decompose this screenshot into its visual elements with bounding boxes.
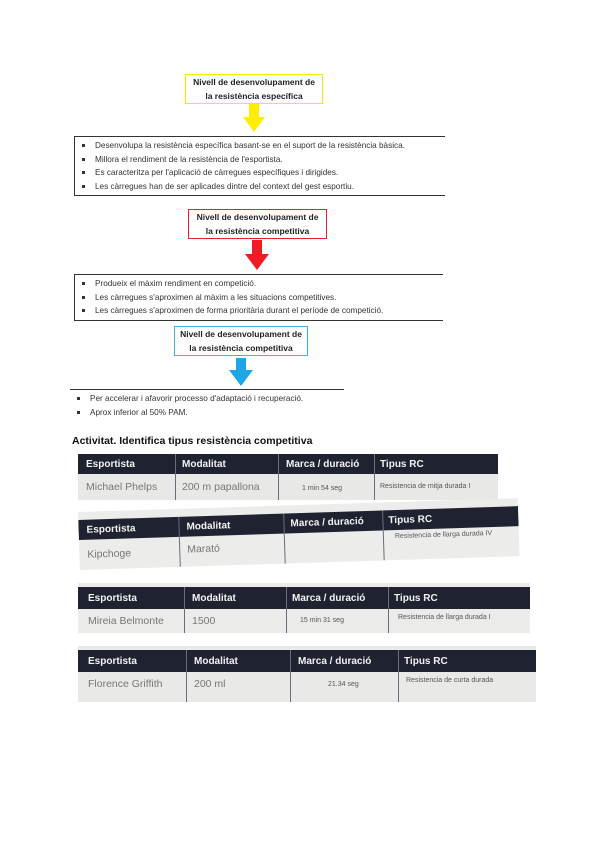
header-type: Tipus RC [404,656,448,667]
list-item: Aprox inferior al 50% PAM. [72,406,340,420]
yellow-down-arrow-icon [243,104,265,132]
list-item: Les càrregues han de ser aplicades dintre del context del gest esportiu. [77,180,441,194]
header-type: Tipus RC [394,593,438,604]
header-type: Tipus RC [380,459,424,470]
list-item: Per accelerar i afavorir processo d'adaptació i recuperació. [72,392,340,406]
list-item: Es caracteritza per l'aplicació de càrregues específiques i dirigides. [77,166,441,180]
list-item: Les càrregues s'aproximen de forma prioritària durant el període de competició. [77,304,439,318]
header-athlete: Esportista [86,459,135,470]
header-mode: Modalitat [194,656,238,667]
title-box-specific [185,74,323,104]
athlete-cell: Kipchoge [87,547,132,561]
athlete-cell: Michael Phelps [86,481,158,493]
title-box-line2: la resistència específica [205,91,303,101]
mode-cell: 200 ml [194,678,226,690]
header-mark: Marca / duració [292,593,366,604]
list-item: Produeix el màxim rendiment en competició. [77,277,439,291]
header-athlete: Esportista [88,593,137,604]
header-mode: Modalitat [186,520,231,533]
table-belmonte [78,583,530,633]
activity-title: Activitat. Identifica tipus resistència competitiva [72,435,313,447]
title-box-line1: Nivell de desenvolupament de [193,77,315,87]
type-cell: Resistencia de mitja durada I [380,483,471,490]
type-cell: Resistencia de llarga durada IV [394,530,493,541]
table-kipchoge [78,498,520,570]
bullet-list-specific [74,136,445,196]
bullet-list-recovery [70,389,344,419]
list-item: Millora el rendiment de la resistència de l'esportista. [77,153,441,167]
header-mark: Marca / duració [298,656,372,667]
mode-cell: 200 m papallona [182,481,260,493]
red-down-arrow-icon [245,240,269,270]
list-item: Les càrregues s'aproximen al màxim a les situacions competitives. [77,291,439,305]
header-mark: Marca / duració [290,516,364,530]
athlete-cell: Florence Griffith [88,678,163,690]
type-cell: Resistencia de curta durada [406,677,494,684]
mode-cell: Marató [187,542,221,556]
list-item: Desenvolupa la resistència específica basant-se en el suport de la resistència bàsica. [77,139,441,153]
title-box-line1: Nivell de desenvolupament de [180,329,302,339]
header-type: Tipus RC [388,513,433,527]
blue-down-arrow-icon [229,358,253,386]
table-phelps [78,454,498,500]
mark-cell: 15 min 31 seg [300,617,344,624]
title-box-line2: la resistència competitiva [189,343,293,353]
bullet-list-competitive [74,274,443,321]
mark-cell: 21.34 seg [328,681,359,688]
header-mode: Modalitat [182,459,226,470]
header-mark: Marca / duració [286,459,360,470]
title-box-competitive-2 [174,326,308,356]
athlete-cell: Mireia Belmonte [88,615,164,627]
title-box-line1: Nivell de desenvolupament de [196,212,319,222]
table-griffith [78,646,536,702]
title-box-line2: la resistència competitiva [205,226,310,236]
header-athlete: Esportista [88,656,137,667]
mark-cell: 1 min 54 seg [302,485,343,492]
header-athlete: Esportista [86,523,136,536]
title-box-competitive [188,209,327,239]
header-mode: Modalitat [192,593,236,604]
type-cell: Resistencia de llarga durada I [398,614,491,621]
mode-cell: 1500 [192,615,216,627]
